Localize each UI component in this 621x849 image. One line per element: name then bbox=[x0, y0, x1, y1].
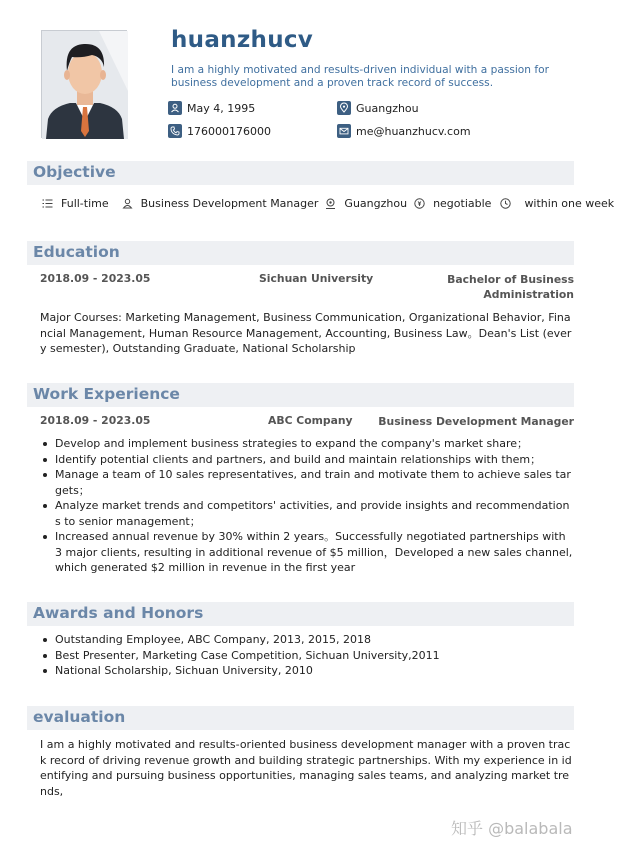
target-position: Business Development Manager bbox=[140, 197, 319, 210]
availability: within one week bbox=[524, 197, 615, 210]
salary-expectation: negotiable bbox=[433, 197, 492, 210]
degree-line-1: Bachelor of Business bbox=[447, 273, 574, 286]
watermark: 知乎 @balabala bbox=[451, 819, 573, 838]
section-header-education bbox=[27, 241, 574, 265]
section-title: Education bbox=[33, 243, 120, 261]
list-item: Identify potential clients and partners, and build and maintain relationships with them； bbox=[40, 452, 574, 468]
tagline: I am a highly motivated and results-driven individual with a passion for business development and a proven track record of success. bbox=[171, 64, 549, 89]
list-item: National Scholarship, Sichuan University, 2010 bbox=[40, 663, 574, 679]
list-item: Increased annual revenue by 30% within 2 years。Successfully negotiated partnerships with 3 major clients, resulting in additional revenue of $5 million，Developed a new sales channel, which generated $2 million in revenue in the first year bbox=[40, 529, 574, 576]
section-header-objective bbox=[27, 161, 574, 185]
education-entry-header bbox=[40, 272, 574, 304]
phone-info bbox=[168, 124, 271, 138]
job-role: Business Development Manager bbox=[378, 415, 574, 428]
section-title: Objective bbox=[33, 163, 116, 181]
phone-icon bbox=[168, 124, 182, 138]
list-item: Outstanding Employee, ABC Company, 2013, 2015, 2018 bbox=[40, 632, 574, 648]
phone-text: 176000176000 bbox=[187, 124, 271, 138]
job-type: Full-time bbox=[61, 197, 109, 210]
envelope-icon bbox=[337, 124, 351, 138]
list-item: Develop and implement business strategies to expand the company's market share； bbox=[40, 436, 574, 452]
list-item: Analyze market trends and competitors' activities, and provide insights and recommendations to senior management； bbox=[40, 498, 574, 529]
candidate-name: huanzhucv bbox=[171, 27, 314, 53]
clock-icon bbox=[500, 198, 511, 209]
email-link[interactable]: me@huanzhucv.com bbox=[356, 124, 471, 138]
section-header-evaluation bbox=[27, 706, 574, 730]
location-info bbox=[337, 101, 419, 115]
degree bbox=[447, 272, 574, 302]
target-city: Guangzhou bbox=[344, 197, 408, 210]
evaluation-text: I am a highly motivated and results-oriented business development manager with a proven track record of driving revenue growth and building strategic partnerships. With my experience in identifying and pursuing business opportunities, managing sales teams, and analyzing market trends, bbox=[40, 738, 572, 798]
education-period: 2018.09 - 2023.05 bbox=[40, 272, 151, 285]
awards-list bbox=[40, 632, 574, 679]
avatar-illustration bbox=[42, 31, 128, 139]
email-info bbox=[337, 124, 471, 138]
education-courses: Major Courses: Marketing Management, Business Communication, Organizational Behavior, Financial Management, Human Resource Management, Accounting, Business Law。Dean's List (every semester), Outstanding Graduate, National Scholarship bbox=[40, 311, 572, 355]
birthday-info bbox=[168, 101, 255, 115]
work-duties-list bbox=[40, 436, 574, 576]
school-name: Sichuan University bbox=[259, 272, 374, 285]
person-icon bbox=[122, 198, 133, 209]
section-title: Work Experience bbox=[33, 385, 180, 403]
birthday-text: May 4, 1995 bbox=[187, 101, 256, 115]
profile-photo bbox=[41, 30, 127, 138]
list-icon bbox=[42, 198, 53, 209]
section-title: evaluation bbox=[33, 708, 126, 726]
objective-row bbox=[42, 197, 621, 210]
money-icon bbox=[414, 198, 425, 209]
location-pin-icon bbox=[325, 198, 336, 209]
company-name: ABC Company bbox=[268, 414, 353, 427]
location-pin-icon bbox=[337, 101, 351, 115]
list-item: Manage a team of 10 sales representatives, and train and motivate them to achieve sales targets； bbox=[40, 467, 574, 498]
section-header-awards bbox=[27, 602, 574, 626]
work-entry-header bbox=[40, 414, 574, 430]
section-header-work-experience bbox=[27, 383, 574, 407]
section-title: Awards and Honors bbox=[33, 604, 204, 622]
work-period: 2018.09 - 2023.05 bbox=[40, 414, 151, 427]
list-item: Best Presenter, Marketing Case Competition, Sichuan University,2011 bbox=[40, 648, 574, 664]
degree-line-2: Administration bbox=[483, 288, 574, 301]
person-icon bbox=[168, 101, 182, 115]
location-text: Guangzhou bbox=[356, 101, 419, 115]
